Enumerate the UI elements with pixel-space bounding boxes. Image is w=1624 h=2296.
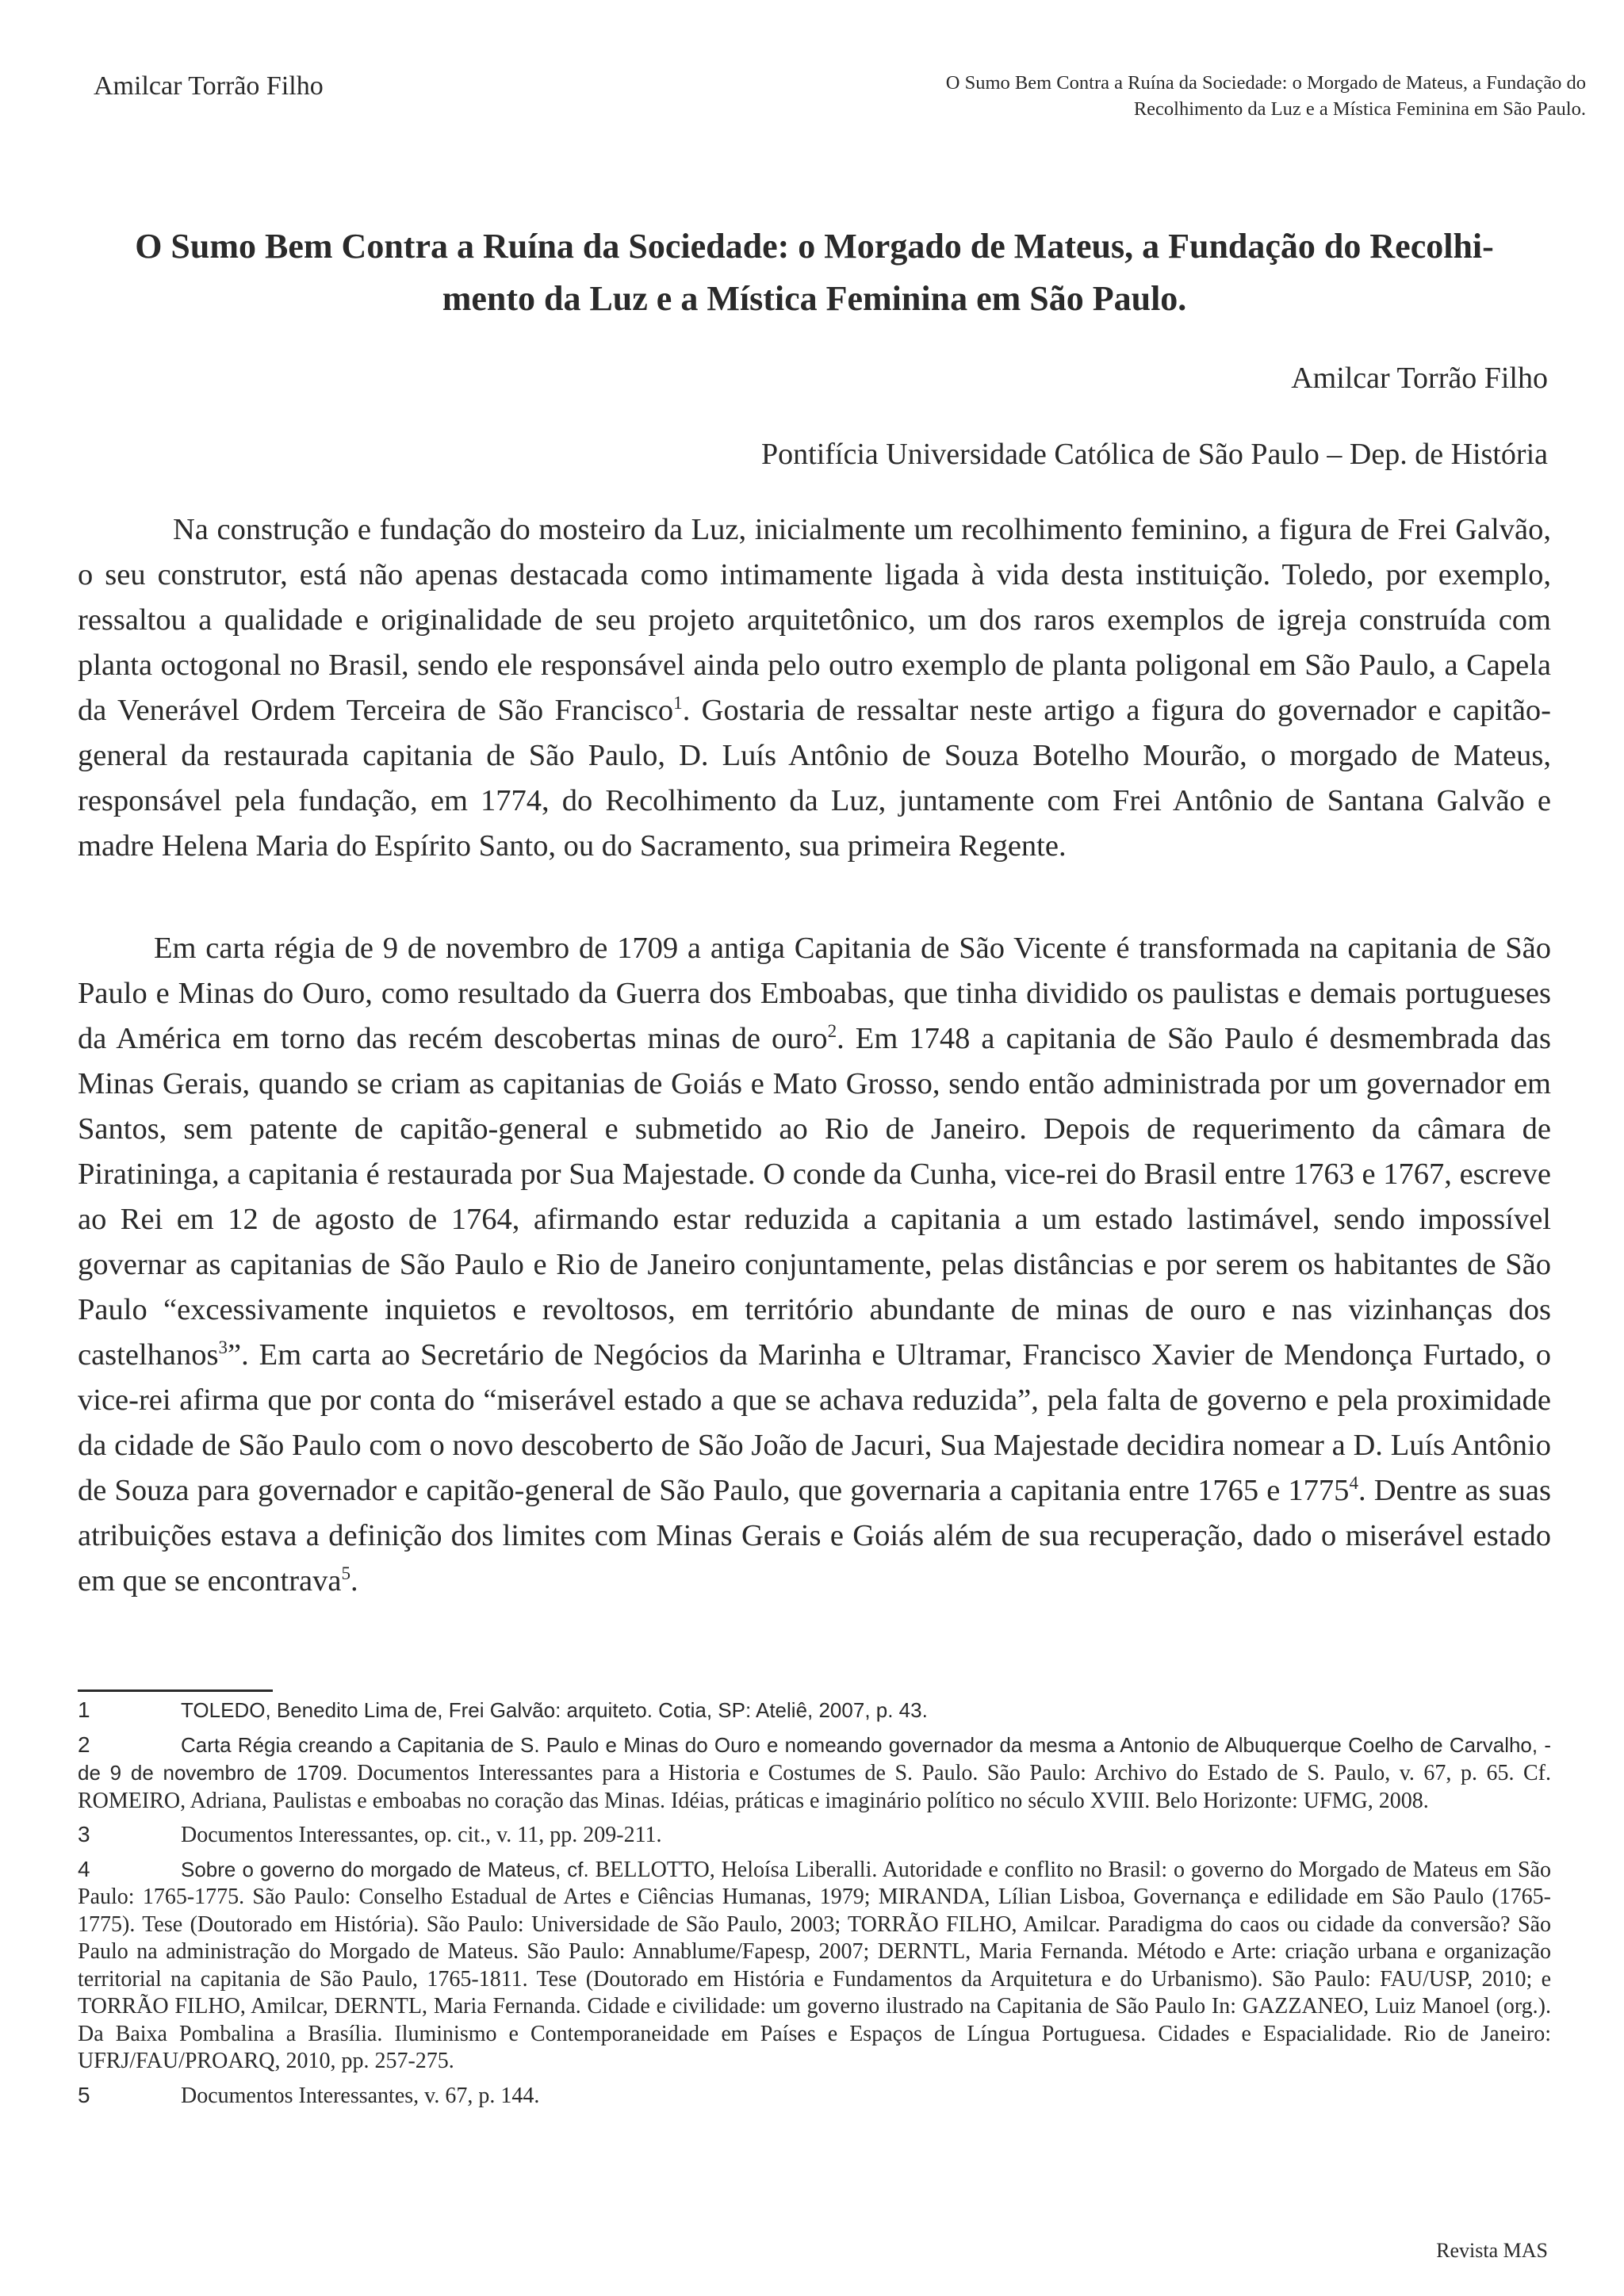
footnotes [78,1697,1551,2116]
footnote-1 [78,1697,1551,1725]
paragraph-2-text-a: Em carta régia de 9 de novembro de 1709 a antiga Capitania de São Vicente é transformada na capitania de São Paulo e Minas do Ouro, como resultado da Guerra dos Emboabas, que tinha dividido os paulistas e demais portugueses da América em torno das recém descobertas minas de ouro [78,932,1551,1055]
running-header-author: Amilcar Torrão Filho [94,71,324,101]
footnote-ref-4: 4 [1349,1472,1358,1494]
footnote-text-sans: Carta Régia creando a Capitania de S. Paulo e Minas do Ouro e nomeando governador da mesma a Antonio de Albuquerque Coelho de Carvalho, - de 9 de novembro de 1709. [78,1732,1551,1785]
footnote-ref-1: 1 [673,692,683,714]
paragraph-2 [78,926,1551,1604]
running-header-title [793,70,1586,122]
journal-footer: Revista MAS [1436,2239,1548,2262]
footnote-number: 4 [78,1856,90,1881]
footnote-3 [78,1821,1551,1850]
running-header-title-line2: Recolhimento da Luz e a Mística Feminina em São Paulo. [1133,98,1586,120]
footnote-number: 5 [78,2082,90,2107]
footnote-text-serif: Documentos Interessantes para a Historia e Costumes de S. Paulo. São Paulo: Archivo do Estado de S. Paulo, v. 67, p. 65. Cf. ROMEIRO, Adriana, Paulistas e emboabas no coração das Minas. Idéias, práticas e imaginário político no século XVIII. Belo Horizonte: UFMG, 2008. [78,1761,1551,1813]
footnote-text-sans: TOLEDO, Benedito Lima de, Frei Galvão: arquiteto. Cotia, SP: Ateliê, 2007, p. 43. [181,1698,928,1722]
article-title-line1: O Sumo Bem Contra a Ruína da Sociedade: o Morgado de Mateus, a Fundação do Recolhi- [135,227,1494,266]
footnote-text-sans: Sobre o governo do morgado de Mateus, cf. [181,1857,589,1881]
running-header-title-line1: O Sumo Bem Contra a Ruína da Sociedade: o Morgado de Mateus, a Fundação do [945,72,1586,94]
footnote-ref-2: 2 [827,1020,837,1042]
paragraph-1-text-b: . Gostaria de ressaltar neste artigo a figura do governador e capitão-general da restaurada capitania de São Paulo, D. Luís Antônio de Souza Botelho Mourão, o morgado de Mateus, responsável pela fundação, em 1774, do Recolhimento da Luz, juntamente com Frei Antônio de Santana Galvão e madre Helena Maria do Espírito Santo, ou do Sacramento, sua primeira Regente. [78,694,1552,863]
footnote-number: 2 [78,1732,90,1757]
footnote-5 [78,2082,1551,2110]
footnote-number: 1 [78,1697,90,1722]
article-title [78,220,1551,325]
footnote-4 [78,1856,1551,2076]
footnote-text-serif: BELLOTTO, Heloísa Liberalli. Autoridade e conflito no Brasil: o governo do Morgado de Mateus em São Paulo: 1765-1775. São Paulo: Conselho Estadual de Artes e Ciências Humanas, 1979; MIRANDA, Lílian Lisboa, Governança e edilidade em São Paulo (1765-1775). Tese (Doutorado em História). São Paulo: Universidade de São Paulo, 2003; TORRÃO FILHO, Amilcar. Paradigma do caos ou cidade da conversão? São Paulo na administração do Morgado de Mateus. São Paulo: Annablume/Fapesp, 2007; DERNTL, Maria Fernanda. Método e Arte: criação urbana e organização territorial na capitania de São Paulo, 1765-1811. Tese (Doutorado em História e Fundamentos da Arquitetura e do Urbanismo). São Paulo: FAU/USP, 2010; e TORRÃO FILHO, Amilcar, DERNTL, Maria Fernanda. Cidade e civilidade: um governo ilustrado na Capitania de São Paulo In: GAZZANEO, Luiz Manoel (org.). Da Baixa Pombalina a Brasília. Iluminismo e Contemporaneidade em Países e Espaços de Língua Portuguesa. Cidades e Espacialidade. Rio de Janeiro: UFRJ/FAU/PROARQ, 2010, pp. 257-275. [78,1857,1551,2073]
footnote-ref-5: 5 [341,1563,350,1584]
footnote-ref-3: 3 [218,1337,228,1358]
footnote-separator [78,1689,273,1692]
paragraph-2-text-c: ”. Em carta ao Secretário de Negócios da Marinha e Ultramar, Francisco Xavier de Mendonça Furtado, o vice-rei afirma que por conta do “miserável estado a que se achava reduzida”, pela falta de governo e pela proximidade da cidade de São Paulo com o novo descoberto de São João de Jacuri, Sua Majestade decidira nomear a D. Luís Antônio de Souza para governador e capitão-general de São Paulo, que governaria a capitania entre 1765 e 1775 [78,1338,1551,1507]
footnote-number: 3 [78,1822,90,1846]
article-author: Amilcar Torrão Filho [1291,362,1548,395]
paragraph-2-text-b: . Em 1748 a capitania de São Paulo é desmembrada das Minas Gerais, quando se criam as capitanias de Goiás e Mato Grosso, sendo então administrada por um governador em Santos, sem patente de capitão-general e submetido ao Rio de Janeiro. Depois de requerimento da câmara de Piratininga, a capitania é restaurada por Sua Majestade. O conde da Cunha, vice-rei do Brasil entre 1763 e 1767, escreve ao Rei em 12 de agosto de 1764, afirmando estar reduzida a capitania a um estado lastimável, sendo impossível governar as capitanias de São Paulo e Rio de Janeiro conjuntamente, pelas distâncias e por serem os habitantes de São Paulo “excessivamente inquietos e revoltosos, em território abundante de minas de ouro e nas vizinhanças dos castelhanos [78,1022,1551,1372]
paragraph-2-text-e: . [350,1564,358,1598]
paragraph-1-text-a: Na construção e fundação do mosteiro da Luz, inicialmente um recolhimento feminino, a figura de Frei Galvão, o seu construtor, está não apenas destacada como intimamente ligada à vida desta instituição. Toledo, por exemplo, ressaltou a qualidade e originalidade de seu projeto arquitetônico, um dos raros exemplos de igreja construída com planta octogonal no Brasil, sendo ele responsável ainda pelo outro exemplo de planta poligonal em São Paulo, a Capela da Venerável Ordem Terceira de São Francisco [78,513,1551,727]
footnote-2 [78,1732,1551,1816]
footnote-text-serif: Documentos Interessantes, op. cit., v. 11, pp. 209-211. [181,1823,662,1847]
article-title-line2: mento da Luz e a Mística Feminina em São Paulo. [442,279,1187,318]
paragraph-1 [78,507,1551,869]
paragraph-2-text-d: . Dentre as suas atribuições estava a definição dos limites com Minas Gerais e Goiás além de sua recuperação, dado o miserável estado em que se encontrava [78,1474,1551,1598]
footnote-text-serif: Documentos Interessantes, v. 67, p. 144. [181,2083,540,2108]
article-affiliation: Pontifícia Universidade Católica de São Paulo – Dep. de História [761,438,1548,471]
